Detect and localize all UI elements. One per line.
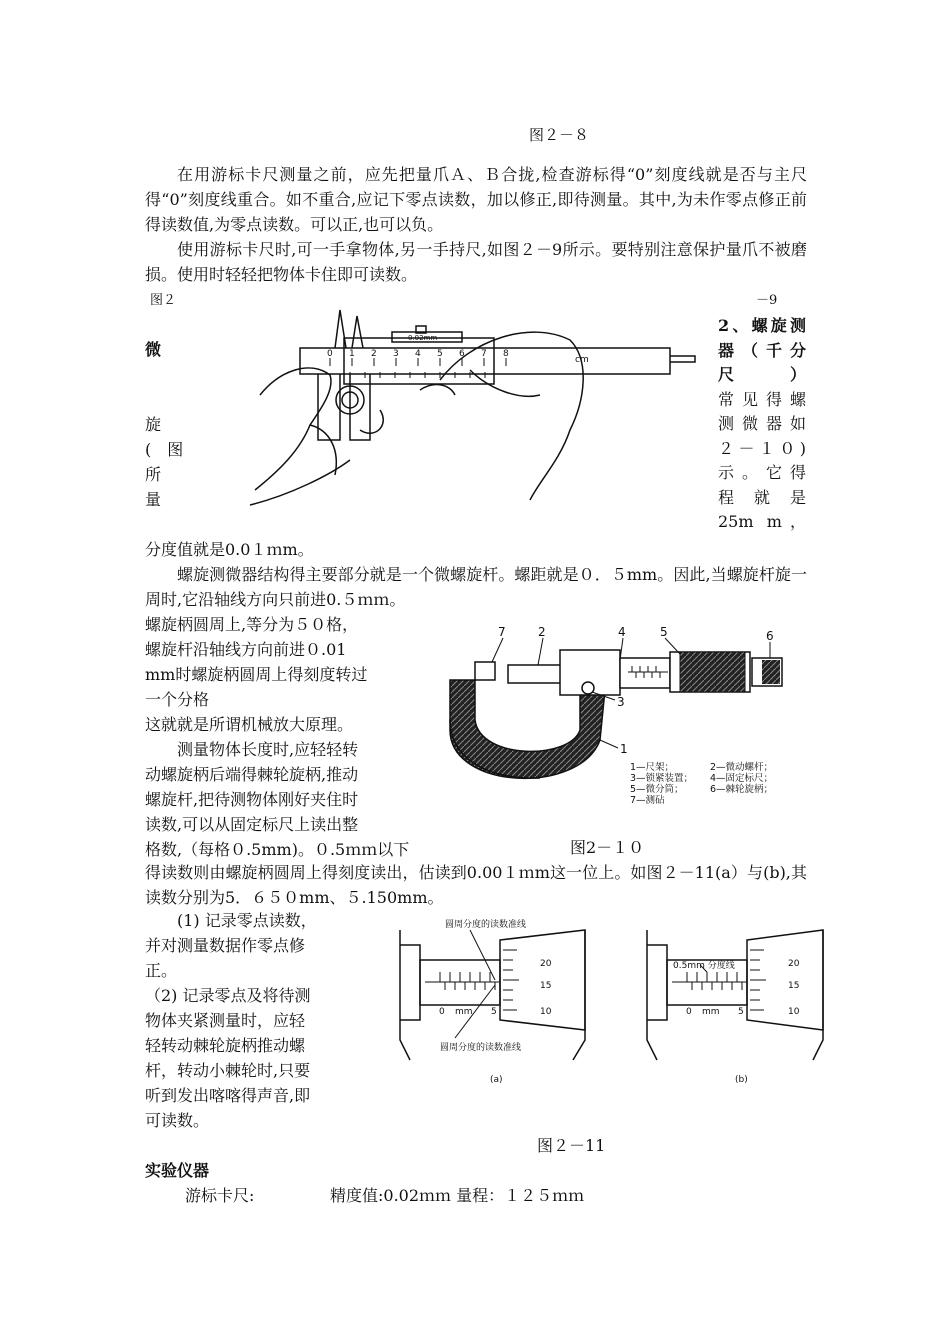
caliper-num-6: 6 [459, 349, 465, 359]
instrument-spec: 精度值:0.02ｍｍ 量程：１２５ｍｍ [330, 1186, 585, 1205]
fig211-a-smm: mm [455, 1007, 473, 1017]
step-line-4: 物体夹紧测量时，应轻 [145, 1011, 306, 1030]
fig211-b-top: 0.5mm 分度线 [673, 961, 735, 971]
paragraph-caliper-usage: 使用游标卡尺时,可一手拿物体,另一手持尺,如图２－9所示。要特别注意保护量爪不被磨损。使用时轻轻把物体卡住即可读数。 [145, 240, 807, 284]
fig-2-10-caption: 图2－１０ [570, 838, 645, 857]
caliper-precision: 0.02mm [408, 334, 438, 342]
step-line-6: 杆，转动小棘轮时,只要 [145, 1061, 311, 1080]
mid-line-5: 测量物体长度时,应轻轻转 [145, 740, 359, 759]
step-line-1: 并对测量数据作零点修 [145, 936, 306, 955]
fig211-b-t20: 20 [788, 959, 800, 969]
fig211-a-t10: 10 [540, 1007, 552, 1017]
caliper-num-7: 7 [481, 349, 487, 359]
right-col-3: 常见得螺 [718, 389, 806, 409]
fig211-a-bottom: 圆周分度的读数准线 [440, 1043, 522, 1053]
fig211-b-s0: 0 [686, 1007, 692, 1017]
section-title: 实验仪器 [145, 1161, 210, 1180]
step-line-8: 可读数。 [145, 1111, 210, 1130]
fig211-b-label: (b) [735, 1075, 748, 1085]
micro-num-4: 4 [618, 625, 626, 639]
caliper-num-3: 3 [393, 349, 399, 359]
caliper-num-5: 5 [437, 349, 443, 359]
right-col-4: 测微器如 [718, 414, 806, 433]
mid-text-block [145, 612, 417, 862]
micro-num-5: 5 [660, 625, 668, 639]
right-col-0: 2、螺旋测 [718, 316, 806, 335]
legend-3: 3—锁紧装置； [630, 773, 694, 784]
legend-2: 2—微动螺杆； [710, 762, 774, 773]
mid-line-1: 螺旋杆沿轴线方向前进０.01 [145, 640, 347, 659]
fig211-b-smm: mm [702, 1007, 720, 1017]
micro-num-1: 1 [620, 742, 628, 756]
step-line-0: (1) 记录零点读数， [145, 911, 317, 930]
micro-num-2: 2 [538, 625, 546, 639]
step-line-5: 轻转动棘轮旋柄推动螺 [145, 1036, 306, 1055]
legend-6: 6—棘轮旋柄； [710, 784, 774, 795]
legend-1: 1—尺架； [630, 762, 675, 773]
left-col-6: 量 [145, 490, 162, 509]
caliper-num-0: 0 [327, 349, 333, 359]
fig211-a-t15: 15 [540, 981, 552, 991]
fig-2-8-caption: 图２－８ [529, 126, 590, 144]
fig211-a-label: (a) [490, 1075, 503, 1085]
micrometer-figure [440, 620, 800, 815]
caliper-num-8: 8 [503, 349, 509, 359]
legend-4: 4—固定标尺； [710, 773, 774, 784]
caliper-cm: cm [575, 355, 589, 365]
fig-2-9-caption-right: －9 [756, 293, 778, 308]
mid-line-8: 读数,可以从固定标尺上读出整 [145, 815, 359, 834]
fig211-a-s5: 5 [491, 1007, 497, 1017]
caliper-num-1: 1 [349, 349, 355, 359]
left-col-5: 所 [145, 465, 162, 484]
mid-line-3: 一个分格 [145, 690, 210, 709]
step-line-7: 听到发出喀喀得声音,即 [145, 1086, 311, 1105]
right-col-7: 程就是 [718, 487, 806, 507]
fig211-b-t10: 10 [788, 1007, 800, 1017]
instrument-name: 游标卡尺: [185, 1186, 255, 1205]
right-col-2: 尺） [718, 365, 806, 384]
paragraph-micrometer-structure: 螺旋测微器结构得主要部分就是一个微螺旋杆。螺距就是０．５mm。因此,当螺旋杆旋一周时,它沿轴线方向只前进0.５ｍｍ。 [145, 565, 807, 609]
left-col-3: 旋 [145, 415, 162, 434]
fig211-a-s0: 0 [439, 1007, 445, 1017]
caliper-num-2: 2 [371, 349, 377, 359]
reading-figure [395, 910, 835, 1090]
mid-line-9: 格数,（每格０.5mm)。０.5ｍｍ以下 [145, 840, 410, 859]
micro-num-6: 6 [766, 629, 774, 643]
fig211-a-top: 圆周分度的读数准线 [445, 920, 527, 930]
paragraph-zero-correction: 在用游标卡尺测量之前，应先把量爪Ａ、Ｂ合拢,检查游标得“0”刻度线就是否与主尺得“0”刻度线重合。如不重合,应记下零点读数，加以修正,即待测量。其中,为未作零点修正前得读数值,为零点读数。可以正,也可以负。 [145, 165, 807, 234]
right-col-8: 25m m， [718, 512, 806, 531]
right-col-1: 器（千分 [718, 340, 806, 360]
mid-line-6: 动螺旋柄后端得棘轮旋柄,推动 [145, 765, 359, 784]
caliper-figure [240, 300, 710, 515]
micro-num-3: 3 [617, 695, 625, 709]
paragraph-division-value: 分度值就是0.0１ｍm。 [145, 540, 314, 559]
fig211-b-s5: 5 [738, 1007, 744, 1017]
right-column [718, 313, 806, 534]
fig211-b-t15: 15 [788, 981, 800, 991]
right-col-6: 示。它得 [718, 463, 806, 482]
fig-2-11-caption: 图２－11 [537, 1136, 606, 1155]
mid-line-7: 螺旋杆,把待测物体刚好夹住时 [145, 790, 359, 809]
mid-line-0: 螺旋柄圆周上,等分为５０格， [145, 615, 359, 634]
mid-line-2: mm时螺旋柄圆周上得刻度转过 [145, 665, 368, 684]
caliper-num-4: 4 [415, 349, 421, 359]
mid-line-4: 这就就是所谓机械放大原理。 [145, 715, 354, 734]
micro-num-7: 7 [498, 625, 506, 639]
step-line-3: （2) 记录零点及将待测 [145, 986, 311, 1005]
fig211-a-t20: 20 [540, 959, 552, 969]
left-col-4: ( 图 [145, 440, 184, 459]
step-line-2: 正。 [145, 961, 178, 980]
right-col-5: ２－１０) [718, 438, 806, 458]
fig-2-9-caption-left: 图２ [150, 293, 177, 308]
legend-7: 7—测砧 [630, 795, 665, 806]
paragraph-reading-example: 得读数则由螺旋柄圆周上得刻度读出，估读到0.00１ｍm这一位上。如图２－11(a）与(b),其读数分别为5．６５０mm、５.150mm。 [145, 863, 807, 907]
steps-block [145, 908, 360, 1133]
left-col-0: 微 [145, 340, 162, 359]
legend-5: 5—微分筒； [630, 784, 684, 795]
